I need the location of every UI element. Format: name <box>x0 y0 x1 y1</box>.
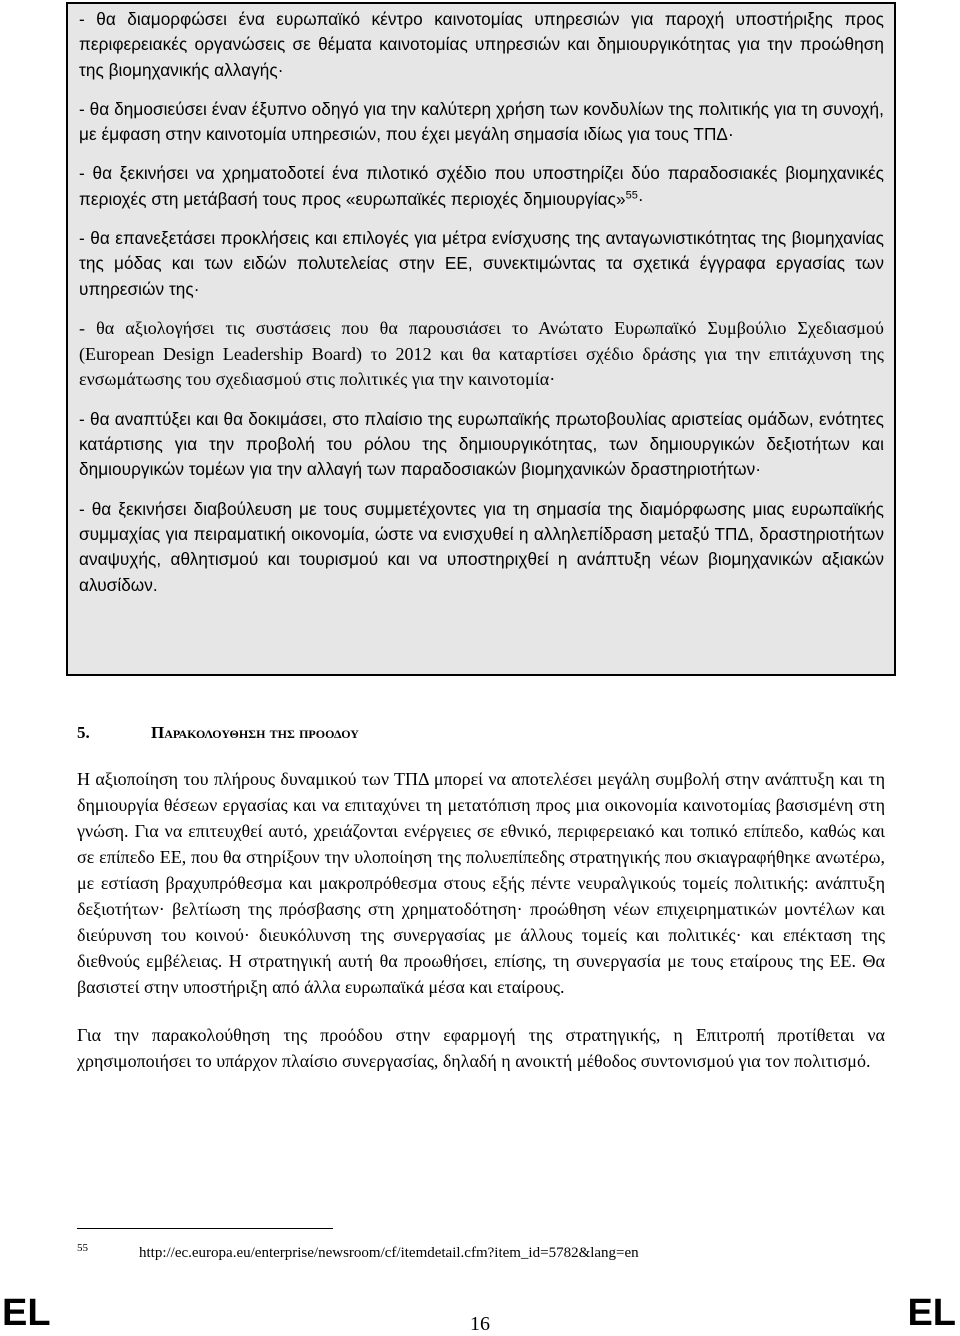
paragraph: Για την παρακολούθηση της προόδου στην εφαρμογή της στρατηγικής, η Επιτροπή προτίθεται να χρησιμοποιήσει το υπάρχον πλαίσιο συνεργασίας, δηλαδή η ανοικτή μέθοδος συντονισμού για τον πολιτισμό. <box>77 1025 885 1071</box>
list-item: - θα διαμορφώσει ένα ευρωπαϊκό κέντρο καινοτομίας υπηρεσιών για παροχή υποστήριξης προς περιφερειακές οργανώσεις σε θέματα καινοτομίας υπηρεσιών και δημιουργικότητας για την προώθηση της βιομηχανικής αλλαγής· <box>79 9 884 80</box>
footnote-link[interactable]: http://ec.europa.eu/enterprise/newsroom/cf/itemdetail.cfm?item_id=5782&lang=en <box>139 1245 639 1261</box>
list-item: - θα ξεκινήσει διαβούλευση με τους συμμετέχοντες για τη σημασία της διαμόρφωσης μιας ευρωπαϊκής συμμαχίας για πειραματική οικονομία, ώστε να ενισχυθεί η αλληλεπίδραση μεταξύ ΤΠΔ, δραστηριοτήτων αναψυχής, αθλητισμού και τουρισμού και να υποστηριχθεί η ανάπτυξη νέων βιομηχανικών αξιακών αλυσίδων. <box>79 498 884 595</box>
page-number: 16 <box>470 1313 490 1335</box>
list-item-text: - θα ξεκινήσει να χρηματοδοτεί ένα πιλοτικό σχέδιο που υποστηρίζει δύο παραδοσιακές βιομηχανικές περιοχές στη μετάβασή τους προς «ευρωπαϊκές περιοχές δημιουργίας» <box>79 163 884 209</box>
footnote-separator <box>77 1228 333 1229</box>
footnote-number: 55 <box>77 1242 88 1254</box>
paragraph: Η αξιοποίηση του πλήρους δυναμικού των ΤΠΔ μπορεί να αποτελέσει μεγάλη συμβολή στην ανάπτυξη και τη δημιουργία θέσεων εργασίας και να επιταχύνει τη μετατόπιση προς μια οικονομία καινοτομίας βασισμένη στη γνώση. Για να επιτευχθεί αυτό, χρειάζονται ενέργειες σε εθνικό, περιφερειακό και τοπικό επίπεδο, καθώς και σε επίπεδο ΕΕ, που θα στηρίξουν την υλοποίηση της πολυεπίπεδης στρατηγικής που σκιαγραφήθηκε ανωτέρω, με εστίαση βραχυπρόθεσμα και μακροπρόθεσμα στους εξής πέντε νευραλγικούς τομείς πολιτικής: ανάπτυξη δεξιοτήτων· βελτίωση της πρόσβασης στη χρηματοδότηση· προώθηση νέων επιχειρηματικών μοντέλων και διεύρυνση του κοινού· διευκόλυνση της συνεργασίας με άλλους τομείς και πολιτικές· και επέκταση της διεθνούς εμβέλειας. Η στρατηγική αυτή θα προωθήσει, επίσης, τη συνεργασία με τους εταίρους της ΕΕ. Θα βασιστεί στην υποστήριξη από άλλα ευρωπαϊκά μέσα και εταίρους. <box>77 769 885 997</box>
section-title: Παρακολουθηση της προοδου <box>151 723 359 742</box>
list-item: - θα δημοσιεύσει έναν έξυπνο οδηγό για την καλύτερη χρήση των κονδυλίων της πολιτικής για τη συνοχή, με έμφαση στην καινοτομία υπηρεσιών, που έχει μεγάλη σημασία ιδίως για τους ΤΠΔ· <box>79 98 884 145</box>
list-item: - θα επανεξετάσει προκλήσεις και επιλογές για μέτρα ενίσχυσης της ανταγωνιστικότητας της βιομηχανίας της μόδας και των ειδών πολυτελείας στην ΕΕ, συνεκτιμώντας τα σχετικά έγγραφα εργασίας των υπηρεσιών της· <box>79 228 884 299</box>
list-item <box>79 161 884 212</box>
footer-language-left: EL <box>2 1292 51 1334</box>
footer-language-right: EL <box>907 1292 956 1334</box>
list-item: - θα αξιολογήσει τις συστάσεις που θα παρουσιάσει το Ανώτατο Ευρωπαϊκό Συμβούλιο Σχεδιασμού (European Design Leadership Board) το 2012 και θα καταρτίσει σχέδιο δράσης για την επιτάχυνση της ενσωμάτωσης του σχεδιασμού στις πολιτικές για την καινοτομία· <box>79 317 884 390</box>
footnote-reference[interactable]: 55 <box>625 189 638 202</box>
body-text <box>77 766 885 1096</box>
highlight-box <box>66 2 896 676</box>
list-item-suffix: · <box>637 188 644 209</box>
section-number: 5. <box>77 723 90 742</box>
section-heading <box>77 722 897 744</box>
footnote <box>77 1238 897 1263</box>
list-item: - θα αναπτύξει και θα δοκιμάσει, στο πλαίσιο της ευρωπαϊκής πρωτοβουλίας αριστείας ομάδων, ενότητες κατάρτισης για την προβολή του ρόλου της δημιουργικότητας, των δημιουργικών δεξιοτήτων και δημιουργικών τομέων για την αλλαγή των παραδοσιακών βιομηχανικών δραστηριοτήτων· <box>79 408 884 480</box>
